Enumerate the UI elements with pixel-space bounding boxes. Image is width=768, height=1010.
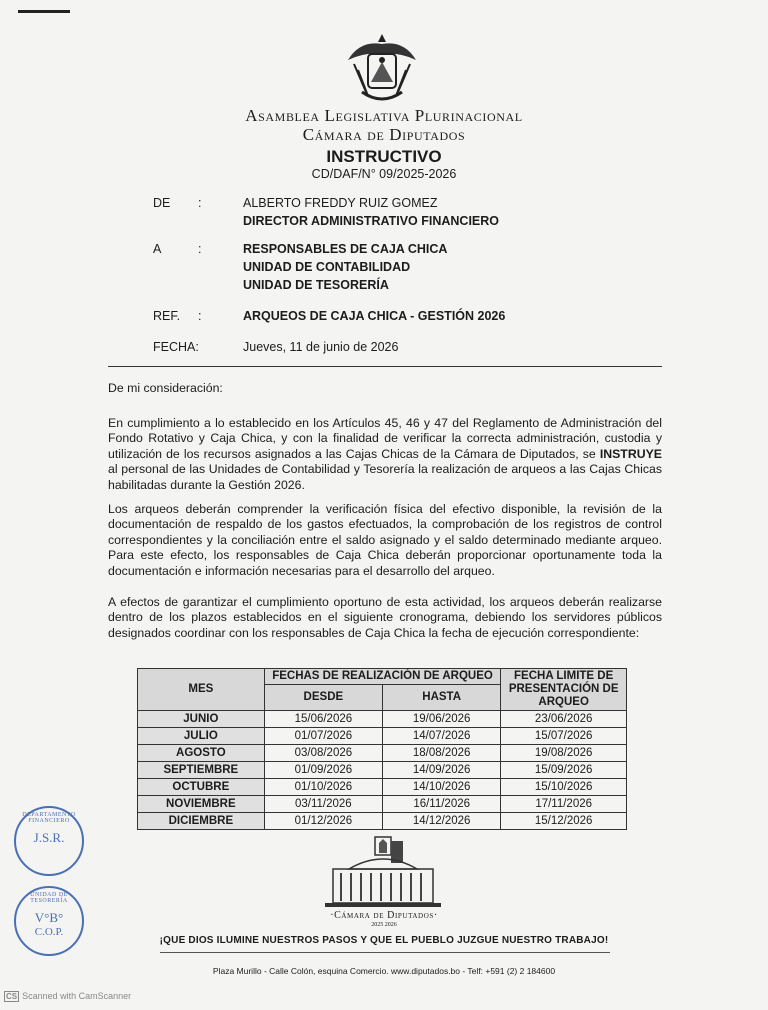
a-value <box>243 240 447 294</box>
p1-end: al personal de las Unidades de Contabilidad y Tesorería la realización de arqueos a las Cajas Chicas habilitadas durante la Gestión 2026. <box>108 462 662 492</box>
table-row <box>138 813 627 830</box>
cell-mes: NOVIEMBRE <box>138 796 265 813</box>
coat-of-arms-icon <box>340 30 424 108</box>
de-value <box>243 194 499 230</box>
footer-address: Plaza Murillo - Calle Colón, esquina Comercio. www.diputados.bo - Telf: +591 (2) 2 184600 <box>212 966 556 976</box>
footer-camara: ·Cámara de Diputados· <box>330 910 438 921</box>
table-row <box>138 745 627 762</box>
cell-limite: 15/12/2026 <box>501 813 627 830</box>
cell-limite: 15/10/2026 <box>501 779 627 796</box>
paragraph-2: Los arqueos deberán comprender la verificación física del efectivo disponible, la revisión de la documentación de respaldo de los gastos efectuados, la comprobación de los registros de control correspondientes y la conciliación entre el saldo asignado y el saldo determinado mediante arqueo. Para este efecto, los responsables de Caja Chica deberán proporcionar oportunamente toda la documentación e información necesarias para el desarrollo del arqueo. <box>108 502 662 578</box>
stamp2-vobo: V°B° <box>34 910 64 925</box>
a-line-3: UNIDAD DE TESORERÍA <box>243 278 389 292</box>
cell-hasta: 14/10/2026 <box>383 779 501 796</box>
scanner-watermark <box>4 991 131 1002</box>
cell-limite: 19/08/2026 <box>501 745 627 762</box>
a-line-2: UNIDAD DE CONTABILIDAD <box>243 260 411 274</box>
cell-hasta: 16/11/2026 <box>383 796 501 813</box>
a-separator: : <box>198 242 202 256</box>
org-line-2: Cámara de Diputados <box>302 125 466 144</box>
cell-desde: 03/08/2026 <box>264 745 382 762</box>
col-hasta-header: HASTA <box>383 685 501 711</box>
financial-dept-stamp <box>14 806 84 876</box>
cell-desde: 03/11/2026 <box>264 796 382 813</box>
a-label: A <box>153 242 162 256</box>
de-name: ALBERTO FREDDY RUIZ GOMEZ <box>243 196 438 210</box>
table-row <box>138 796 627 813</box>
a-line-1: RESPONSABLES DE CAJA CHICA <box>243 242 448 256</box>
cell-mes: OCTUBRE <box>138 779 265 796</box>
cell-hasta: 14/07/2026 <box>383 728 501 745</box>
cell-limite: 15/07/2026 <box>501 728 627 745</box>
table-row <box>138 762 627 779</box>
org-line-1: Asamblea Legislativa Plurinacional <box>245 106 523 125</box>
footer-divider <box>160 952 610 953</box>
col-group-header: FECHAS DE REALIZACIÓN DE ARQUEO <box>264 669 501 685</box>
document-title: INSTRUCTIVO <box>326 147 442 166</box>
cell-desde: 01/09/2026 <box>264 762 382 779</box>
cell-mes: AGOSTO <box>138 745 265 762</box>
cell-hasta: 14/09/2026 <box>383 762 501 779</box>
p1-instruye: INSTRUYE <box>599 446 662 461</box>
stamp1-initials: J.S.R. <box>33 830 65 845</box>
cell-mes: SEPTIEMBRE <box>138 762 265 779</box>
stamp1-ring-text: DEPARTAMENTO FINANCIERO <box>22 812 76 824</box>
de-separator: : <box>198 196 202 210</box>
cell-mes: DICIEMBRE <box>138 813 265 830</box>
footer-years: 2025 2026 <box>371 922 397 928</box>
header-divider <box>108 366 662 367</box>
scanner-text: Scanned with CamScanner <box>22 991 132 1001</box>
cell-hasta: 14/12/2026 <box>383 813 501 830</box>
cell-limite: 23/06/2026 <box>501 711 627 728</box>
de-title: DIRECTOR ADMINISTRATIVO FINANCIERO <box>243 214 500 228</box>
cell-desde: 01/10/2026 <box>264 779 382 796</box>
cell-mes: JUNIO <box>138 711 265 728</box>
footer-motto: ¡QUE DIOS ILUMINE NUESTROS PASOS Y QUE EL PUEBLO JUZGUE NUESTRO TRABAJO! <box>159 935 609 946</box>
table-row <box>138 728 627 745</box>
cell-limite: 15/09/2026 <box>501 762 627 779</box>
p1-start: En cumplimiento a lo establecido en los Artículos 45, 46 y 47 del Reglamento de Administración del Fondo Rotativo y Caja Chica, y con la finalidad de verificar la correcta administración, custodia y utilización de los recursos asignados a las Cajas Chicas de la Cámara de Diputados, se <box>108 416 662 461</box>
cell-limite: 17/11/2026 <box>501 796 627 813</box>
table-row <box>138 779 627 796</box>
cell-desde: 01/12/2026 <box>264 813 382 830</box>
legislative-building-icon <box>325 835 441 911</box>
paragraph-1 <box>108 416 662 493</box>
salutation: De mi consideración: <box>108 381 223 395</box>
ref-separator: : <box>198 309 202 323</box>
cell-hasta: 19/06/2026 <box>383 711 501 728</box>
cell-desde: 15/06/2026 <box>264 711 382 728</box>
camscanner-icon: CS <box>6 992 18 1001</box>
stamp2-ring-text: UNIDAD DE TESORERÍA <box>30 892 68 904</box>
cell-desde: 01/07/2026 <box>264 728 382 745</box>
corner-mark <box>18 10 70 13</box>
schedule-table <box>137 668 627 830</box>
ref-value: ARQUEOS DE CAJA CHICA - GESTIÓN 2026 <box>243 309 506 323</box>
cell-hasta: 18/08/2026 <box>383 745 501 762</box>
table-row <box>138 711 627 728</box>
col-limite-header: FECHA LIMITE DE PRESENTACIÓN DE ARQUEO <box>501 669 627 711</box>
document-code: CD/DAF/N° 09/2025-2026 <box>311 167 457 181</box>
cell-mes: JULIO <box>138 728 265 745</box>
stamp2-initials: C.O.P. <box>34 926 64 938</box>
col-desde-header: DESDE <box>264 685 382 711</box>
fecha-value: Jueves, 11 de junio de 2026 <box>243 340 399 354</box>
fecha-label: FECHA: <box>153 340 199 354</box>
ref-label: REF. <box>153 309 181 323</box>
paragraph-3: A efectos de garantizar el cumplimiento oportuno de esta actividad, los arqueos deberán realizarse dentro de los plazos establecidos en el siguiente cronograma, debiendo los servidores públicos designados coordinar con los responsables de Caja Chica la fecha de ejecución correspondiente: <box>108 595 662 640</box>
col-mes-header: MES <box>138 669 265 711</box>
de-label: DE <box>153 196 171 210</box>
